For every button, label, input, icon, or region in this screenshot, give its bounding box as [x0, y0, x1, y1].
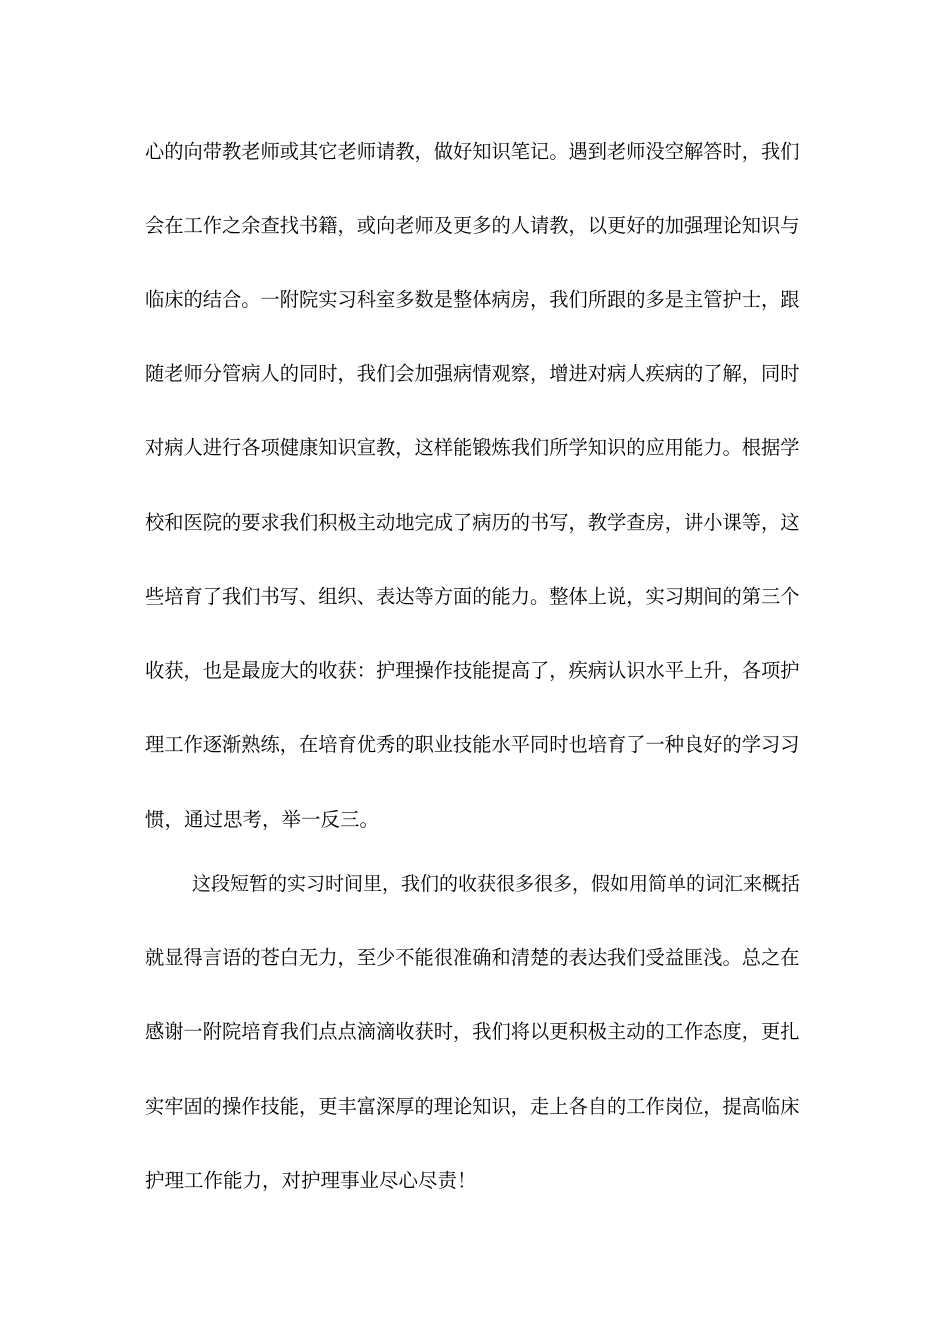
- paragraph-2-line-5: 护理工作能力，对护理事业尽心尽责！: [145, 1169, 477, 1192]
- paragraph-1-line-1: 心的向带教老师或其它老师请教，做好知识笔记。遇到老师没空解答时，我们: [145, 140, 800, 163]
- paragraph-1-line-5: 对病人进行各项健康知识宣教，这样能锻炼我们所学知识的应用能力。根据学: [145, 436, 800, 459]
- paragraph-1-line-3: 临床的结合。一附院实习科室多数是整体病房，我们所跟的多是主管护士，跟: [145, 288, 800, 311]
- paragraph-1-line-7: 些培育了我们书写、组织、表达等方面的能力。整体上说，实习期间的第三个: [145, 585, 800, 608]
- paragraph-1-line-10: 惯，通过思考，举一反三。: [145, 808, 380, 831]
- paragraph-1-line-6: 校和医院的要求我们积极主动地完成了病历的书写，教学查房，讲小课等，这: [145, 511, 800, 534]
- paragraph-2-line-2: 就显得言语的苍白无力，至少不能很准确和清楚的表达我们受益匪浅。总之在: [145, 946, 800, 969]
- paragraph-2-line-1: 这段短暂的实习时间里，我们的收获很多很多，假如用简单的词汇来概括: [192, 873, 801, 895]
- paragraph-1-line-8: 收获，也是最庞大的收获：护理操作技能提高了，疾病认识水平上升，各项护: [145, 659, 800, 682]
- paragraph-2-line-4: 实牢固的操作技能，更丰富深厚的理论知识，走上各自的工作岗位，提高临床: [145, 1095, 800, 1118]
- paragraph-1-line-4: 随老师分管病人的同时，我们会加强病情观察，增进对病人疾病的了解，同时: [145, 362, 800, 385]
- paragraph-1-line-2: 会在工作之余查找书籍，或向老师及更多的人请教，以更好的加强理论知识与: [145, 214, 800, 237]
- paragraph-2-line-3: 感谢一附院培育我们点点滴滴收获时，我们将以更积极主动的工作态度，更扎: [145, 1020, 800, 1043]
- paragraph-1-line-9: 理工作逐渐熟练，在培育优秀的职业技能水平同时也培育了一种良好的学习习: [145, 733, 800, 756]
